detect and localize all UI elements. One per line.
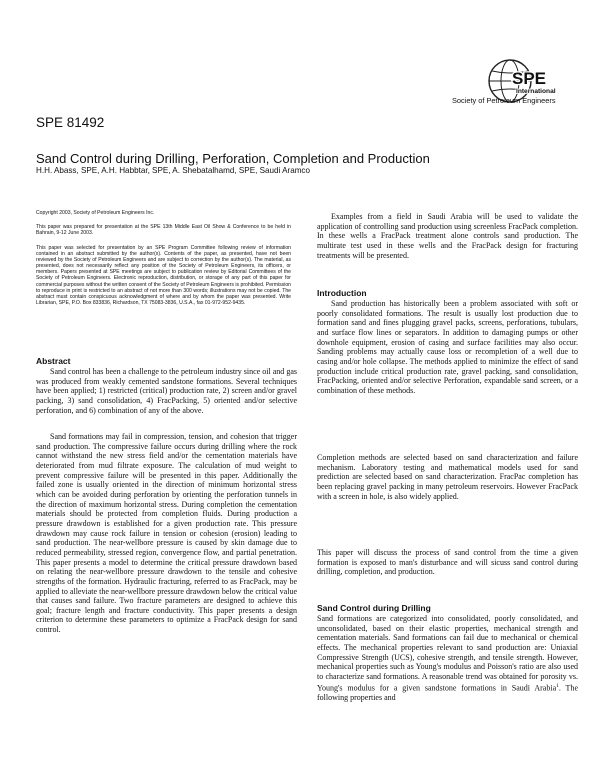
society-name: Society of Petroleum Engineers (452, 96, 556, 105)
introduction-section (317, 288, 578, 396)
copyright-notice: Copyright 2003, Society of Petroleum Engineers Inc. (36, 210, 155, 216)
logo-text: SPE (512, 69, 547, 88)
drilling-text: Sand formations are categorized into consolidated, poorly consolidated, and unconsolidated, based on their elastic properties, mechanical strength and cementation materials. Sand formations can fail due to mechanical or chemical effects. The mechanical properties relevant to sand production are: Uniaxial Compressive Strength (UCS), cohesive strength, and tensile strength. However, mechanical properties such as Young's modulus and Poisson's ratio are also used to characterize sand formations. A reasonable trend was obtained for porosity vs. Young's modulus for a given sandstone formations in Saudi Arabia (317, 614, 578, 693)
introduction-heading: Introduction (317, 288, 367, 298)
examples-paragraph: Examples from a field in Saudi Arabia will be used to validate the application of controlling sand production using screenless FracPack completion. In these wells a FracPack treatment alone controls sand production. The multirate test used in these wells and the FracPack design for fracturing treatments will be presented. (317, 212, 578, 260)
abstract-heading: Abstract (36, 356, 71, 366)
drilling-text-tail: . The following properties and (317, 683, 578, 702)
paper-title: Sand Control during Drilling, Perforation, Completion and Production (36, 151, 430, 166)
abstract-section-continued (36, 432, 297, 635)
paper-number: SPE 81492 (36, 115, 105, 130)
abstract-paragraph-2: Sand formations may fail in compression, tension, and cohesion that trigger sand production. The compressive failure occurs during drilling where the rock cannot withstand the new stress field and/or the cementation materials have deteriorated from mud filtrate exposure. The calculation of mud weight to prevent compressive failure will be presented in this paper. Additionally the failed zone is usually oriented in the direction of minimum horizontal stress which can be avoided during perforation by orienting the perforation tunnels in the direction of maximum horizontal stress. During completion the cementation materials should be protected from completion fluids. During production a pressure drawdown is established for a given production rate. This pressure drawdown may cause rock failure in tension or cohesion (erosion) leading to sand production. The near-wellbore pressure is caused by skin damage due to reduced permeability, stressed region, convergence flow, and partial penetration. This paper presents a model to determine the critical pressure drawdown based on relating the near-wellbore pressure drawdown to the tensile and cohesive strengths of the formation. Hydraulic fracturing, referred to as FracPack, may be applied to alleviate the near-wellbore pressure drawdown below the critical value that causes sand failure. Two fracture parameters are designed to achieve this goal; fracture length and fracture conductivity. This paper presents a design criterion to determine these parameters to optimize a FracPack design for sand control. (36, 432, 297, 635)
drilling-section (317, 603, 578, 703)
logo-subtext: International (516, 88, 556, 95)
drilling-paragraph (317, 614, 578, 703)
scope-section (317, 548, 578, 577)
examples-section (317, 212, 578, 260)
drilling-heading: Sand Control during Drilling (317, 603, 431, 613)
introduction-paragraph: Sand production has historically been a problem associated with soft or poorly consolidated formations. The result is usually lost production due to formation sand and fines plugging gravel packs, screens, perforations, tubulars, and surface flow lines or separators. In addition to damaging pumps or other downhole equipment, erosion of casing and surface facilities may also occur. Sanding problems may actually cause loss or recompletion of a well due to casing and/or hole collapse. The methods applied to minimize the effect of sand production include critical production rate, gravel packing, sand consolidation, FracPacking, oriented and/or selective Perforation, expandable sand screen, or a combination of these methods. (317, 299, 578, 395)
reference-superscript: 1 (556, 682, 559, 689)
completion-section (317, 453, 578, 501)
completion-paragraph: Completion methods are selected based on sand characterization and failure mechanism. Laboratory testing and mathematical models used for sand prediction are selected based on sand characterization. FracPac completion has been replacing gravel packing in many petroleum reservoirs. However FracPack with a screen in hole, is also widely applied. (317, 453, 578, 501)
scope-paragraph: This paper will discuss the process of sand control from the time a given formation is exposed to man's disturbance and will sicuss sand control during drilling, completion, and production. (317, 548, 578, 577)
legal-notice: This paper was selected for presentation by an SPE Program Committee following review of information contained in an abstract submitted by the author(s). Contents of the paper, as presented, have not been reviewed by the Society of Petroleum Engineers and are subject to correction by the author(s). The material, as presented, does not necessarily reflect any position of the Society of Petroleum Engineers, its officers, or members. Papers presented at SPE meetings are subject to publication review by Editorial Committees of the Society of Petroleum Engineers. Electronic reproduction, distribution, or storage of any part of this paper for commercial purposes without the written consent of the Society of Petroleum Engineers is prohibited. Permission to reproduce in print is restricted to an abstract of not more than 300 words; illustrations may not be copied. The abstract must contain conspicuous acknowledgment of where and by whom the paper was presented. Write Librarian, SPE, P.O. Box 833836, Richardson, TX 75083-3836, U.S.A., fax 01-972-952-9435. (36, 245, 291, 306)
abstract-paragraph-1: Sand control has been a challenge to the petroleum industry since oil and gas was produced from weakly cemented sandstone formations. Several techniques have been applied; 1) restricted (critical) production rate, 2) screen and/or gravel packing, 3) sand consolidation, 4) FracPacking, 5) oriented and/or selective perforation, and 6) combination of any of the above. (36, 367, 297, 415)
paper-authors: H.H. Abass, SPE, A.H. Habbtar, SPE, A. Shebatalhamd, SPE, Saudi Aramco (36, 166, 310, 175)
abstract-section (36, 356, 297, 415)
presentation-notice: This paper was prepared for presentation at the SPE 13th Middle East Oil Show & Conference to be held in Bahrain, 9-12 June 2003. (36, 224, 291, 237)
